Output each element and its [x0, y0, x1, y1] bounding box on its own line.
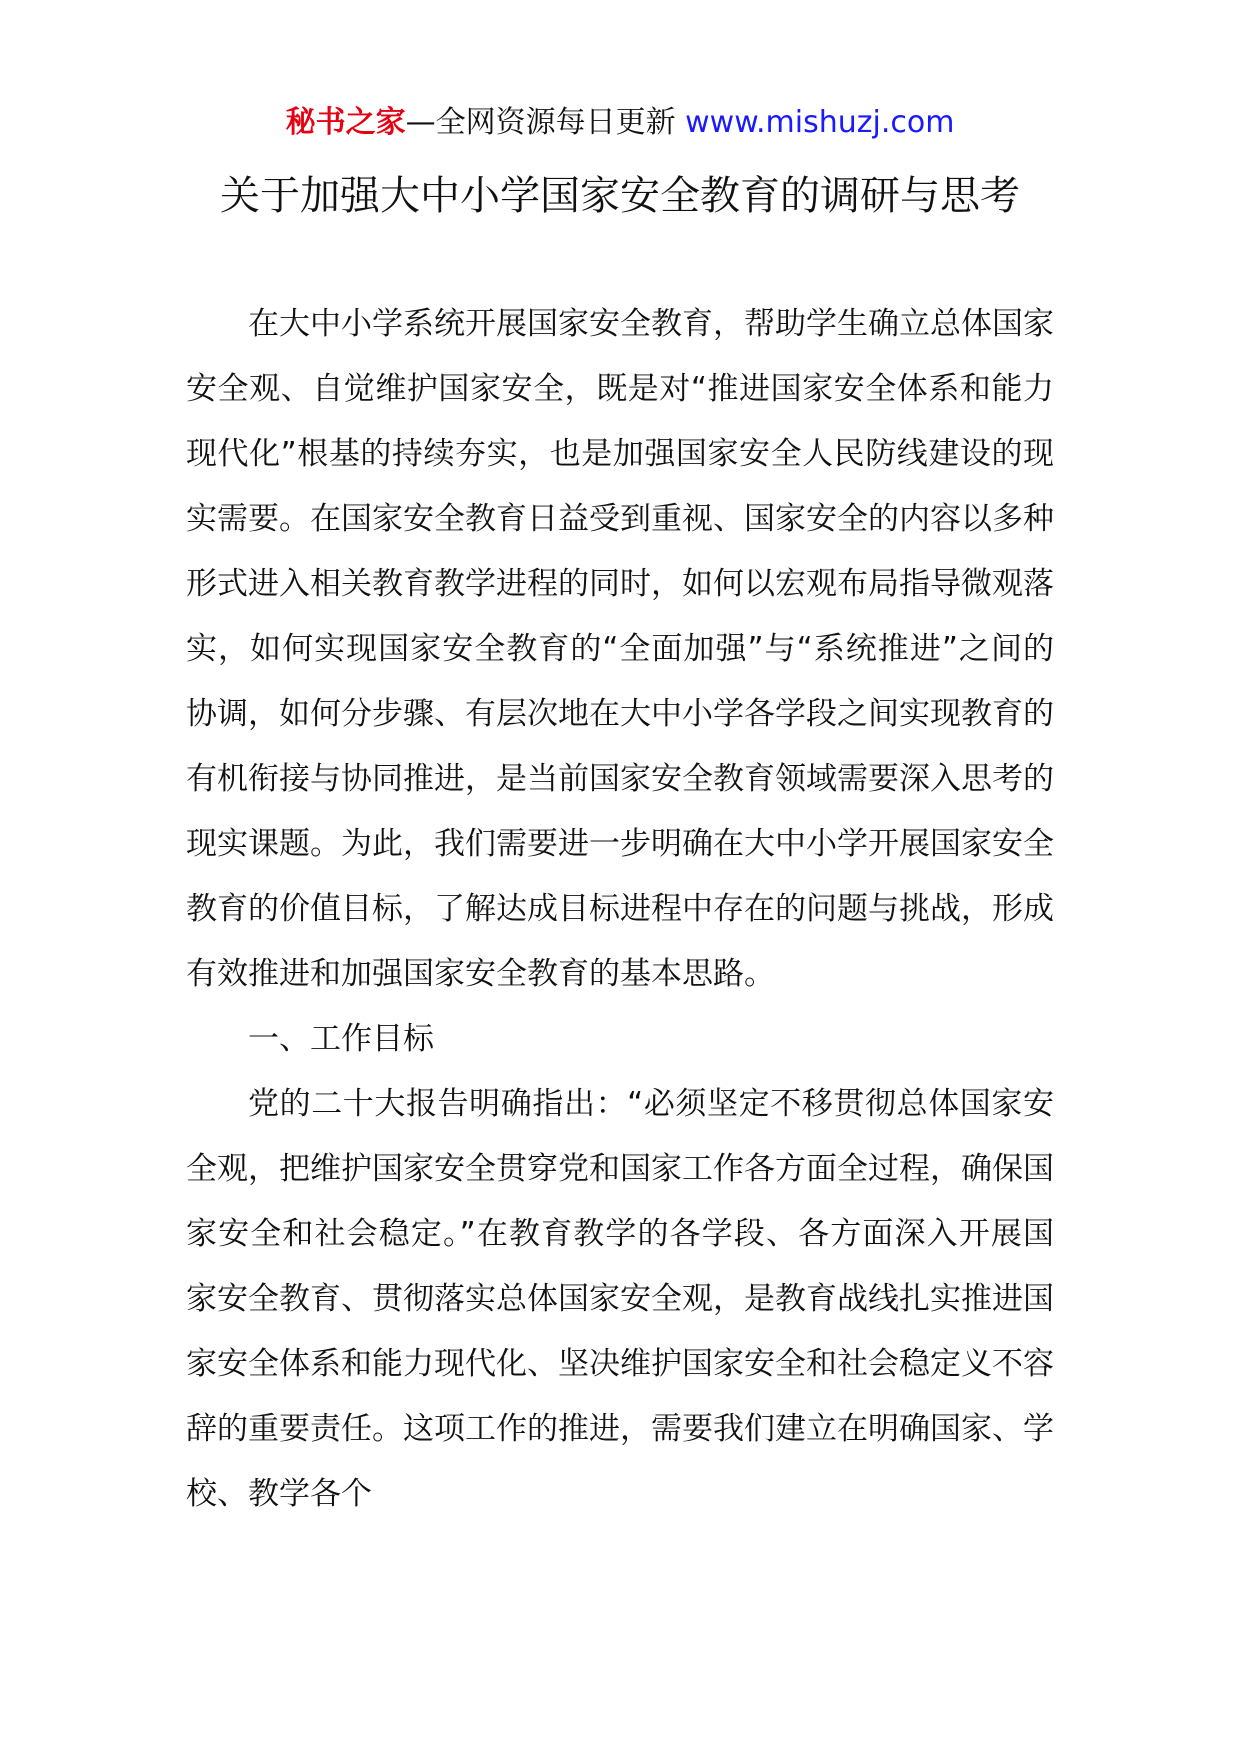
paragraph-report-quote: 党的二十大报告明确指出：“必须坚定不移贯彻总体国家安全观，把维护国家安全贯穿党和国家工作各方面全过程，确保国家安全和社会稳定。”在教育教学的各学段、各方面深入开展国家安全教育、贯彻落实总体国家安全观，是教育战线扎实推进国家安全体系和能力现代化、坚决维护国家安全和社会稳定义不容辞的重要责任。这项工作的推进，需要我们建立在明确国家、学校、教学各个 [186, 1086, 1054, 1512]
section-heading-work-goals: 一、工作目标 [248, 1021, 434, 1057]
site-brand-name: 秘书之家 [285, 105, 406, 140]
site-tagline: —全网资源每日更新 [405, 105, 686, 140]
document-body [186, 292, 1054, 1527]
paragraph-intro: 在大中小学系统开展国家安全教育，帮助学生确立总体国家安全观、自觉维护国家安全，既是对“推进国家安全体系和能力现代化”根基的持续夯实，也是加强国家安全人民防线建设的现实需要。在国家安全教育日益受到重视、国家安全的内容以多种形式进入相关教育教学进程的同时，如何以宏观布局指导微观落实，如何实现国家安全教育的“全面加强”与“系统推进”之间的协调，如何分步骤、有层次地在大中小学各学段之间实现教育的有机衔接与协同推进，是当前国家安全教育领域需要深入思考的现实课题。为此，我们需要进一步明确在大中小学开展国家安全教育的价值目标，了解达成目标进程中存在的问题与挑战，形成有效推进和加强国家安全教育的基本思路。 [186, 306, 1054, 992]
site-header [0, 100, 1240, 146]
document-title: 关于加强大中小学国家安全教育的调研与思考 [220, 173, 1020, 219]
site-url-link[interactable]: www.mishuzj.com [685, 105, 955, 140]
